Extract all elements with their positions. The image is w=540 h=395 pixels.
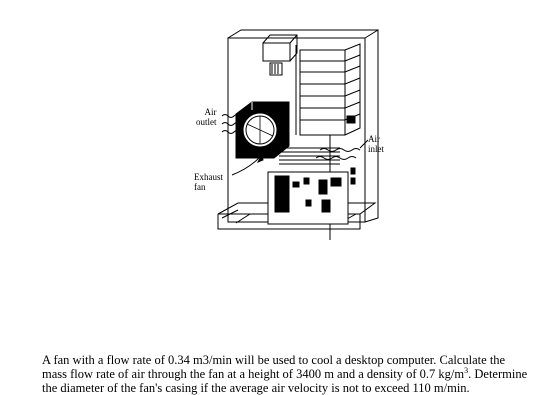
problem-superscript: 3 bbox=[464, 365, 469, 375]
problem-statement bbox=[42, 353, 528, 395]
computer-case-diagram bbox=[185, 25, 385, 265]
air-outlet-label-line1: Air bbox=[204, 107, 217, 117]
air-inlet-label-line2: inlet bbox=[368, 144, 384, 154]
problem-text-part2: . Determine the diameter of the fan's casing if the average air velocity is not to exceed 110 m/min. bbox=[42, 366, 528, 395]
problem-text-part1: A fan with a flow rate of 0.34 m3/min will be used to cool a desktop computer. Calculate the mass flow rate of air through the fan at a height of 3400 m and a density of 0.7 kg/m bbox=[42, 352, 506, 381]
exhaust-fan-label bbox=[194, 172, 223, 192]
air-inlet-label-line1: Air bbox=[368, 134, 380, 144]
air-outlet-label-line2: outlet bbox=[196, 117, 217, 127]
air-inlet-label bbox=[368, 134, 384, 154]
exhaust-fan-label-line1: Exhaust bbox=[194, 172, 223, 182]
exhaust-fan-label-line2: fan bbox=[194, 182, 206, 192]
air-outlet-label bbox=[196, 107, 217, 127]
